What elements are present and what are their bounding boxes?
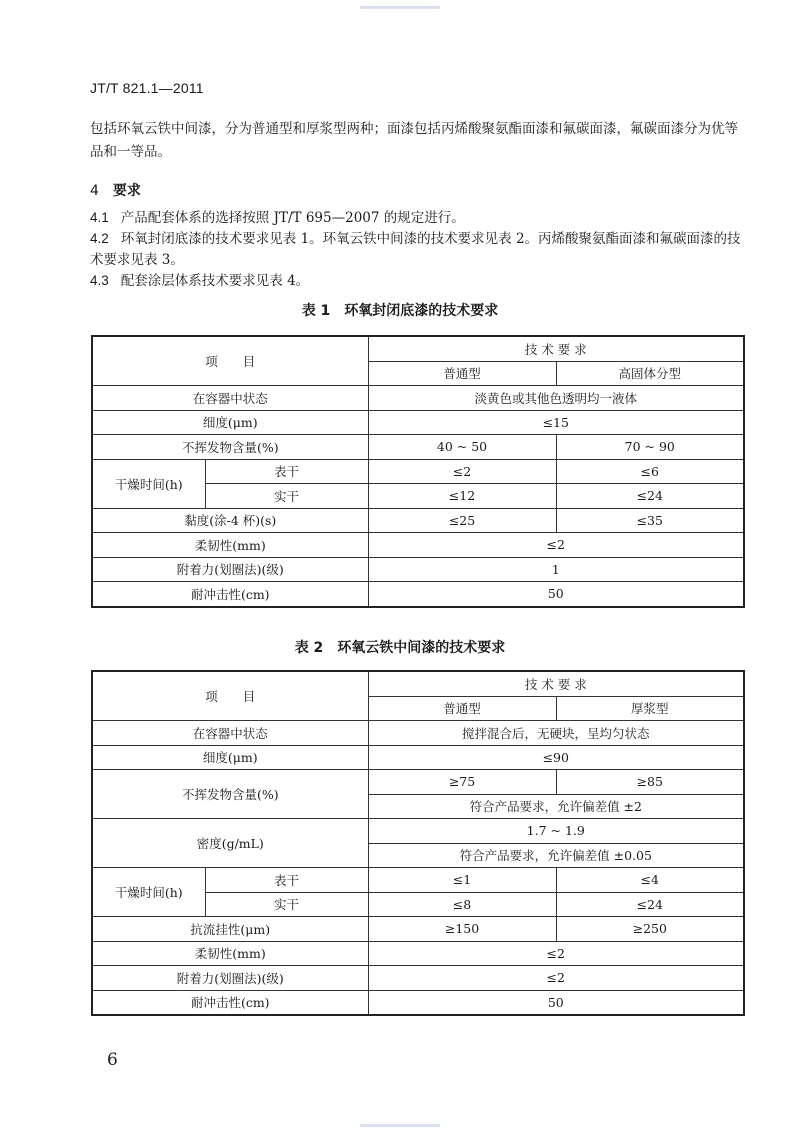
table-row: [92, 582, 744, 607]
row-label: 密度(g/mL): [92, 819, 368, 868]
row-tolerance: 符合产品要求，允许偏差值 ±0.05: [368, 843, 744, 868]
row-value: ≤2: [368, 966, 744, 991]
table2-caption: [0, 637, 800, 657]
section-title: 要求: [112, 183, 141, 199]
row-range: 1.7 ~ 1.9: [368, 819, 744, 844]
table1-caption: [0, 300, 800, 320]
table-row: [92, 671, 744, 696]
row-sublabel: 实干: [205, 892, 368, 917]
header-item: 项 目: [92, 671, 368, 721]
row-value-1: ≤8: [368, 892, 556, 917]
row-tolerance: 符合产品要求，允许偏差值 ±2: [368, 794, 744, 819]
clause-number: 4.2: [90, 231, 109, 246]
table-row: [92, 336, 744, 361]
watermark-bottom: [360, 1124, 440, 1127]
clause-text: 产品配套体系的选择按照 JT/T 695—2007 的规定进行。: [120, 210, 465, 226]
clause-text: 配套涂层体系技术要求见表 4。: [120, 273, 310, 289]
row-label: 耐冲击性(cm): [92, 990, 368, 1015]
row-label: 干燥时间(h): [92, 459, 205, 508]
row-value-2: ≤35: [556, 508, 744, 533]
row-value-1: ≤1: [368, 868, 556, 893]
row-sublabel: 实干: [205, 484, 368, 509]
table-row: [92, 508, 744, 533]
table-row: [92, 745, 744, 770]
row-label: 抗流挂性(μm): [92, 917, 368, 942]
header-col1: 普通型: [368, 361, 556, 386]
row-value: 淡黄色或其他色透明均一液体: [368, 386, 744, 411]
row-value-1: ≤12: [368, 484, 556, 509]
row-value: ≤2: [368, 533, 744, 558]
row-value: ≤2: [368, 941, 744, 966]
table-row: [92, 410, 744, 435]
clause-number: 4.3: [90, 273, 109, 288]
row-label: 细度(μm): [92, 410, 368, 435]
row-label: 柔韧性(mm): [92, 533, 368, 558]
row-sublabel: 表干: [205, 868, 368, 893]
row-label: 在容器中状态: [92, 386, 368, 411]
table-row: [92, 868, 744, 893]
table-row: [92, 770, 744, 795]
row-label: 柔韧性(mm): [92, 941, 368, 966]
standard-code: JT/T 821.1—2011: [90, 80, 204, 96]
table-row: [92, 435, 744, 460]
header-col2: 高固体分型: [556, 361, 744, 386]
row-label: 不挥发物含量(%): [92, 435, 368, 460]
row-value: 搅拌混合后，无硬块，呈均匀状态: [368, 721, 744, 746]
row-value: 50: [368, 582, 744, 607]
row-value-1: ≥75: [368, 770, 556, 795]
row-value-1: ≤25: [368, 508, 556, 533]
clause-text: 环氧封闭底漆的技术要求见表 1。环氧云铁中间漆的技术要求见表 2。丙烯酸聚氨酯面漆和氟碳面漆的技术要求见表 3。: [90, 231, 741, 268]
clause-4-2: [90, 228, 745, 271]
table1-number: 表 1: [301, 303, 331, 319]
clause-number: 4.1: [90, 210, 109, 225]
clause-4-1: [90, 207, 745, 229]
row-label: 干燥时间(h): [92, 868, 205, 917]
row-label: 黏度(涂-4 杯)(s): [92, 508, 368, 533]
table-row: [92, 966, 744, 991]
intro-paragraph: 包括环氧云铁中间漆，分为普通型和厚浆型两种；面漆包括丙烯酸聚氨酯面漆和氟碳面漆，氟碳面漆分为优等品和一等品。: [90, 121, 738, 160]
table-row: [92, 917, 744, 942]
row-label: 细度(μm): [92, 745, 368, 770]
table1-title: 环氧封闭底漆的技术要求: [344, 303, 499, 319]
header-requirement: 技 术 要 求: [368, 336, 744, 361]
row-label: 附着力(划圈法)(级): [92, 557, 368, 582]
row-value-2: ≤4: [556, 868, 744, 893]
header-col1: 普通型: [368, 696, 556, 721]
row-label: 耐冲击性(cm): [92, 582, 368, 607]
table2: [91, 670, 745, 1016]
row-value-2: ≤24: [556, 892, 744, 917]
table2-number: 表 2: [294, 640, 324, 656]
table1: [91, 335, 745, 608]
section-heading: [90, 180, 141, 200]
row-value-1: 40 ~ 50: [368, 435, 556, 460]
row-value-2: ≤6: [556, 459, 744, 484]
table-row: [92, 990, 744, 1015]
row-value-1: ≤2: [368, 459, 556, 484]
table2-title: 环氧云铁中间漆的技术要求: [337, 640, 506, 656]
row-sublabel: 表干: [205, 459, 368, 484]
row-label: 在容器中状态: [92, 721, 368, 746]
row-value: ≤15: [368, 410, 744, 435]
row-value-2: ≥250: [556, 917, 744, 942]
header-item: 项 目: [92, 336, 368, 386]
clause-4-3: [90, 270, 745, 292]
table-row: [92, 941, 744, 966]
table-row: [92, 386, 744, 411]
row-value-2: ≤24: [556, 484, 744, 509]
header-requirement: 技 术 要 求: [368, 671, 744, 696]
header-col2: 厚浆型: [556, 696, 744, 721]
row-value-1: ≥150: [368, 917, 556, 942]
watermark-top: [360, 6, 440, 9]
row-value: 1: [368, 557, 744, 582]
table-row: [92, 459, 744, 484]
row-label: 附着力(划圈法)(级): [92, 966, 368, 991]
row-value: ≤90: [368, 745, 744, 770]
table-row: [92, 533, 744, 558]
row-value-2: 70 ~ 90: [556, 435, 744, 460]
page-number: 6: [107, 1050, 118, 1070]
table-row: [92, 557, 744, 582]
table-row: [92, 721, 744, 746]
row-value: 50: [368, 990, 744, 1015]
row-value-2: ≥85: [556, 770, 744, 795]
row-label: 不挥发物含量(%): [92, 770, 368, 819]
section-number: 4: [90, 183, 99, 199]
table-row: [92, 819, 744, 844]
